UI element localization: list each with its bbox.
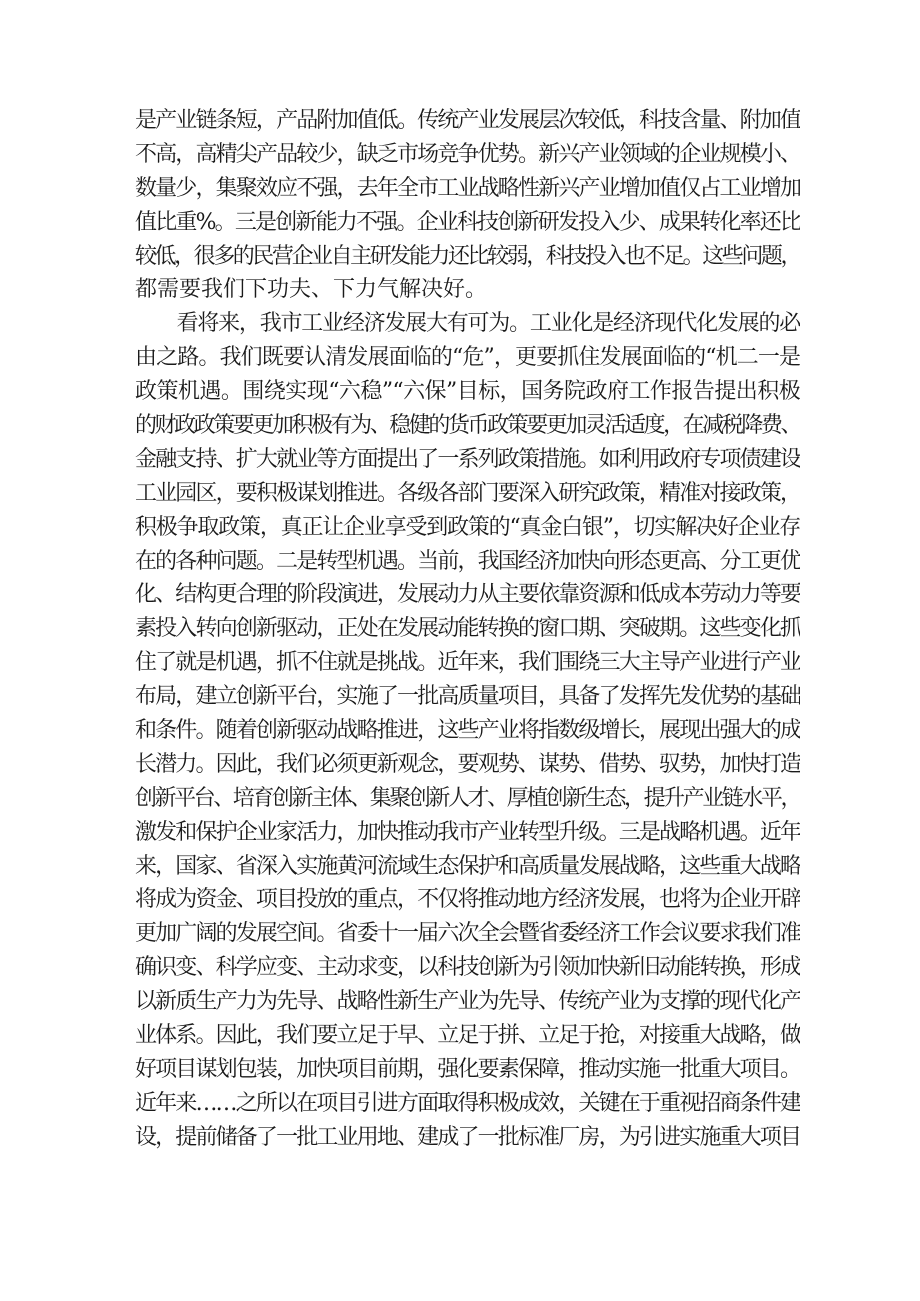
text-line: 好项目谋划包装，加快项目前期，强化要素保障，推动实施一批重大项目。 xyxy=(135,1056,800,1082)
text-line: 近年来……之所以在项目引进方面取得积极成效，关键在于重视招商条件建 xyxy=(135,1090,800,1116)
text-line: 更加广阔的发展空间。省委十一届六次全会暨省委经济工作会议要求我们准 xyxy=(135,921,800,947)
text-line: 较低，很多的民营企业自主研发能力还比较弱，科技投入也不足。这些问题， xyxy=(135,243,800,269)
text-line: 设，提前储备了一批工业用地、建成了一批标准厂房，为引进实施重大项目 xyxy=(135,1124,800,1150)
text-line: 以新质生产力为先导、战略性新生产业为先导、传统产业为支撑的现代化产 xyxy=(135,989,800,1015)
text-line: 政策机遇。围绕实现“六稳”“六保”目标，国务院政府工作报告提出积极 xyxy=(135,379,800,405)
text-line: 看将来，我市工业经济发展大有可为。工业化是经济现代化发展的必 xyxy=(135,311,800,337)
text-line: 将成为资金、项目投放的重点，不仅将推动地方经济发展，也将为企业开辟 xyxy=(135,887,800,913)
text-line: 住了就是机遇，抓不住就是挑战。近年来，我们围绕三大主导产业进行产业 xyxy=(135,650,800,676)
text-line: 的财政政策要更加积极有为、稳健的货币政策要更加灵活适度，在减税降费、 xyxy=(135,413,800,439)
text-line: 创新平台、培育创新主体、集聚创新人才、厚植创新生态，提升产业链水平， xyxy=(135,785,800,811)
text-line: 都需要我们下功夫、下力气解决好。 xyxy=(135,277,488,303)
text-line: 积极争取政策，真正让企业享受到政策的“真金白银”，切实解决好企业存 xyxy=(135,514,800,540)
text-line: 来，国家、省深入实施黄河流域生态保护和高质量发展战略，这些重大战略 xyxy=(135,853,800,879)
text-line: 激发和保护企业家活力，加快推动我市产业转型升级。三是战略机遇。近年 xyxy=(135,819,800,845)
text-line: 值比重%。三是创新能力不强。企业科技创新研发投入少、成果转化率还比 xyxy=(135,209,800,235)
text-line: 和条件。随着创新驱动战略推进，这些产业将指数级增长，展现出强大的成 xyxy=(135,718,800,744)
text-line: 由之路。我们既要认清发展面临的“危”，更要抓住发展面临的“机二一是 xyxy=(135,345,800,371)
text-line: 不高，高精尖产品较少，缺乏市场竞争优势。新兴产业领域的企业规模小、 xyxy=(135,141,800,167)
text-line: 化、结构更合理的阶段演进，发展动力从主要依靠资源和低成本劳动力等要 xyxy=(135,582,800,608)
text-line: 数量少，集聚效应不强，去年全市工业战略性新兴产业增加值仅占工业增加 xyxy=(135,175,800,201)
text-line: 工业园区，要积极谋划推进。各级各部门要深入研究政策，精准对接政策， xyxy=(135,480,800,506)
text-line: 长潜力。因此，我们必须更新观念，要观势、谋势、借势、驭势，加快打造 xyxy=(135,751,800,777)
text-line: 确识变、科学应变、主动求变，以科技创新为引领加快新旧动能转换，形成 xyxy=(135,955,800,981)
text-line: 素投入转向创新驱动，正处在发展动能转换的窗口期、突破期。这些变化抓 xyxy=(135,616,800,642)
body-text xyxy=(135,104,800,1155)
text-line: 业体系。因此，我们要立足于早、立足于拼、立足于抢，对接重大战略，做 xyxy=(135,1023,800,1049)
text-line: 在的各种问题。二是转型机遇。当前，我国经济加快向形态更高、分工更优 xyxy=(135,548,800,574)
text-line: 布局，建立创新平台，实施了一批高质量项目，具备了发挥先发优势的基础 xyxy=(135,684,800,710)
text-line: 金融支持、扩大就业等方面提出了一系列政策措施。如利用政府专项债建设 xyxy=(135,446,800,472)
text-line: 是产业链条短，产品附加值低。传统产业发展层次较低，科技含量、附加值 xyxy=(135,108,800,133)
